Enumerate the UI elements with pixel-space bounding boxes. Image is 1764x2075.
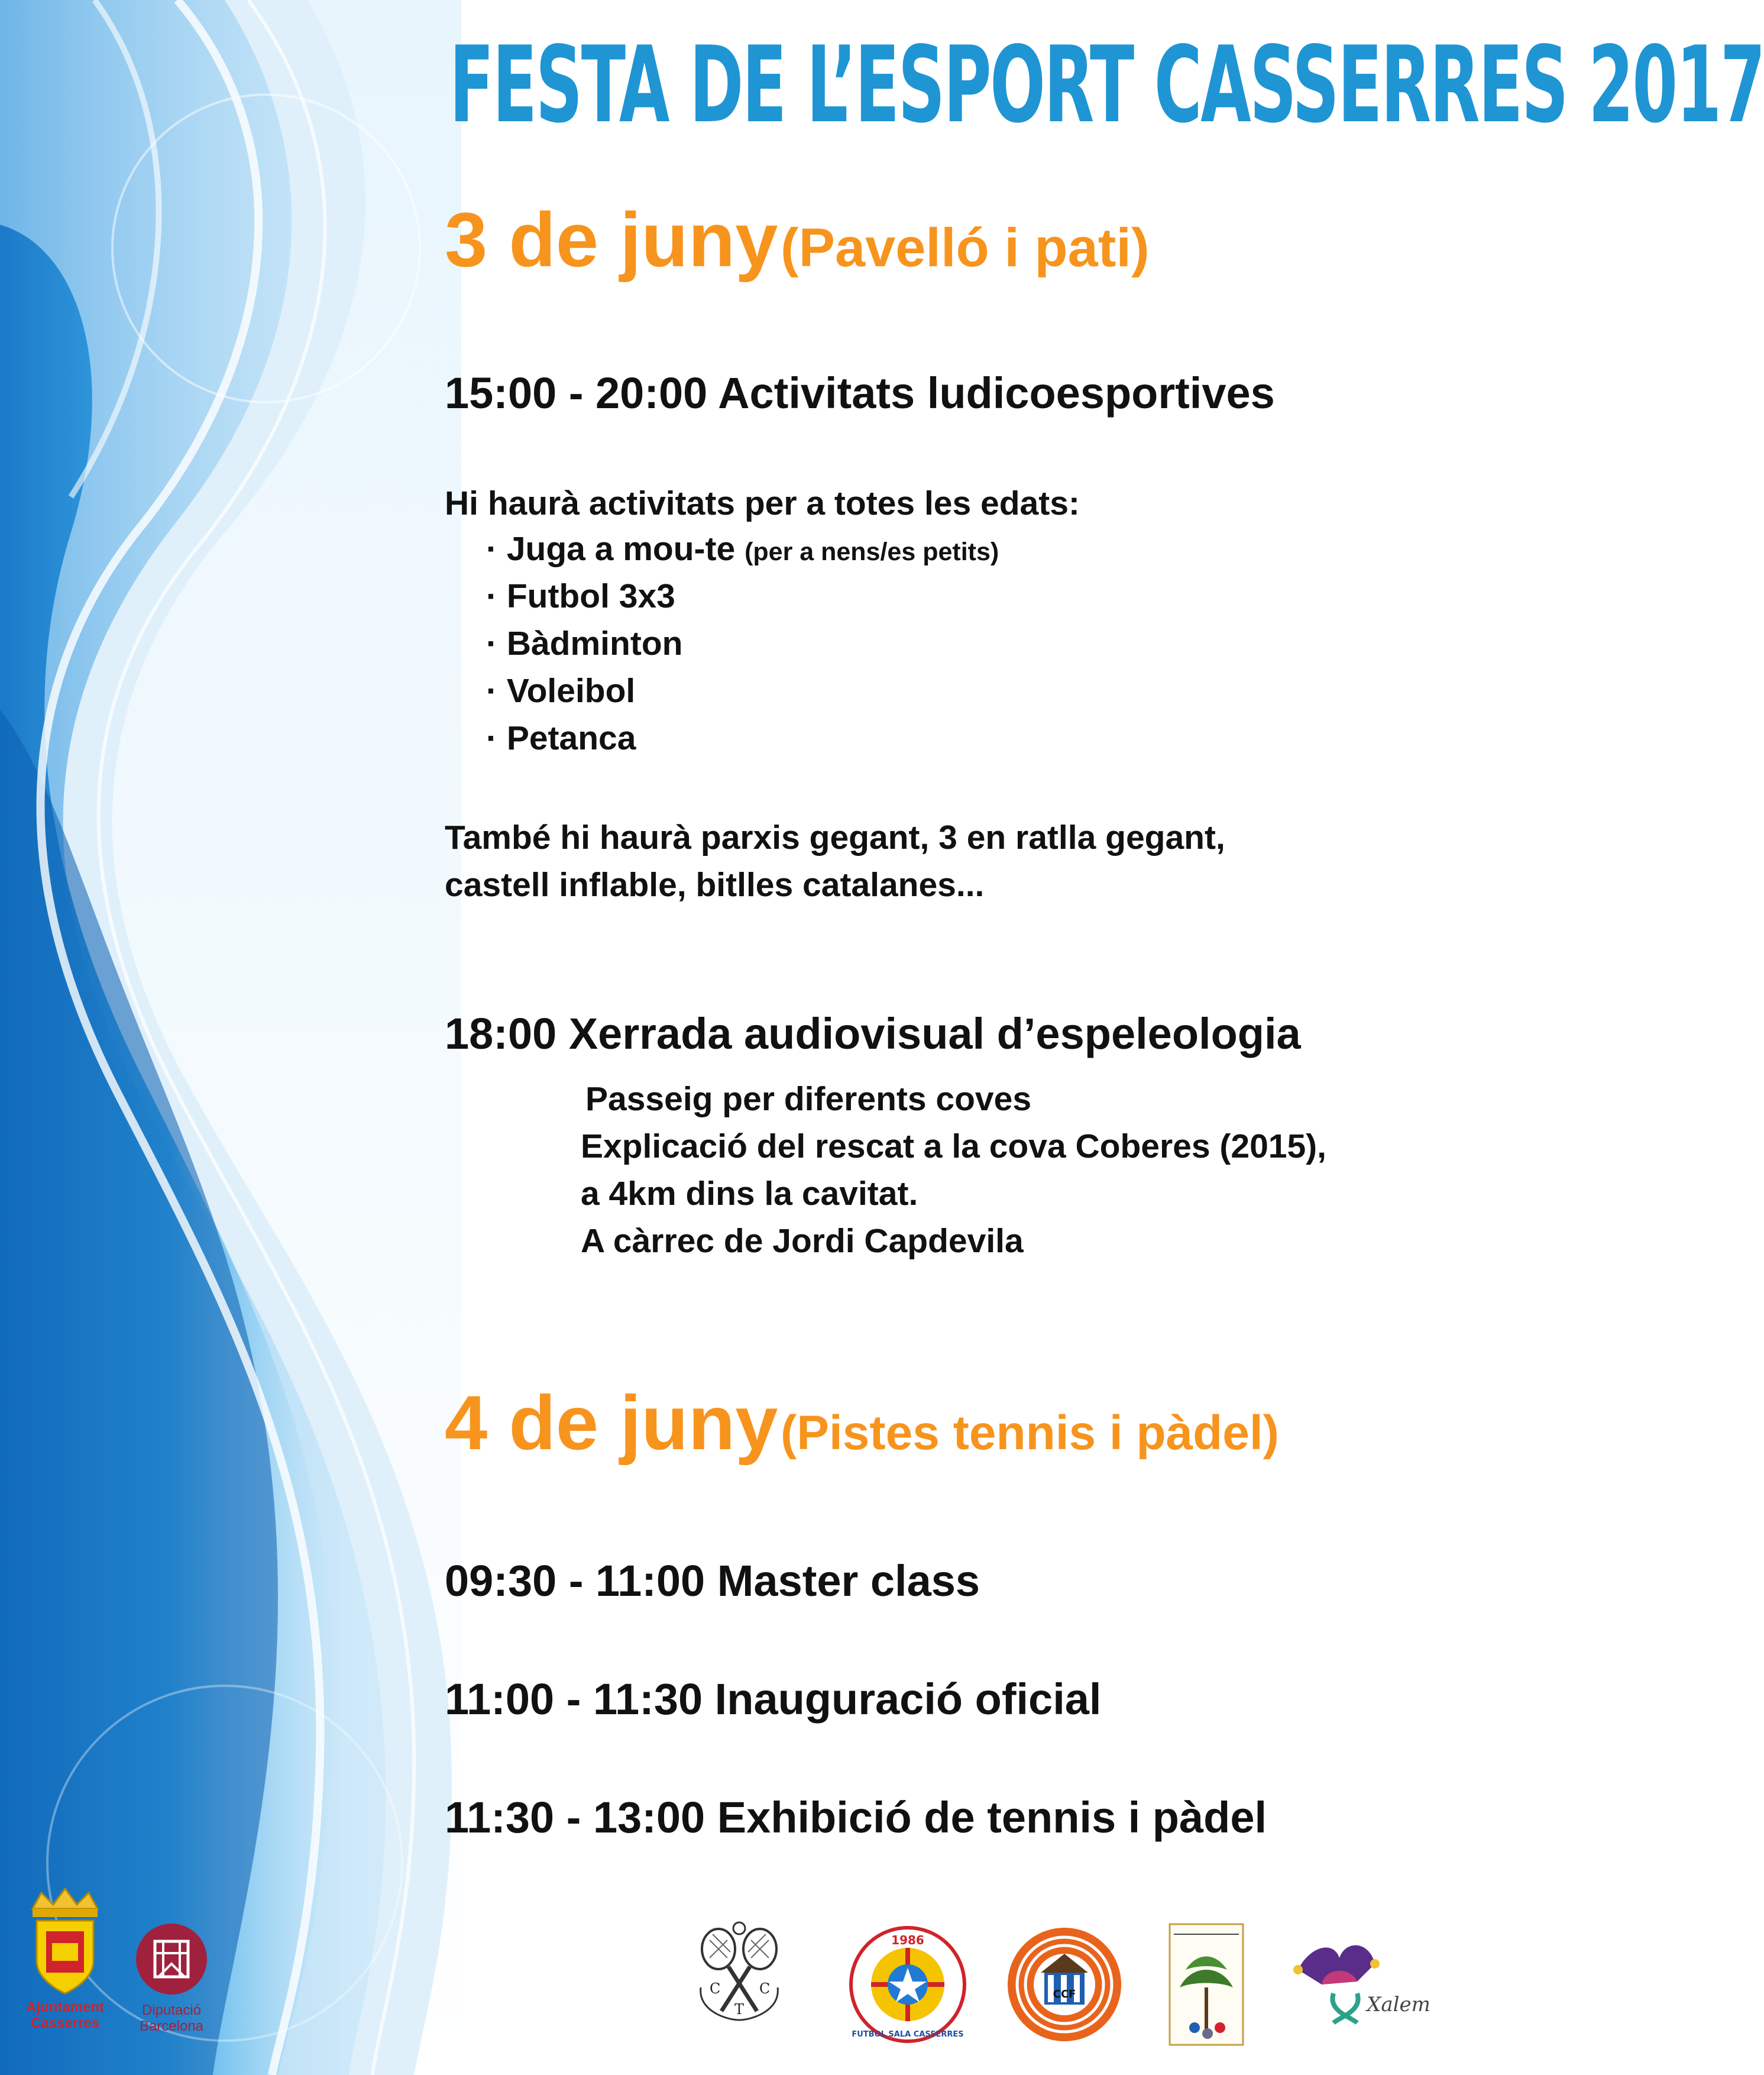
activity-item-note: (per a nens/es petits) <box>745 538 999 566</box>
event-line: 09:30 - 11:00 Master class <box>445 1556 980 1605</box>
activity-item: · Petanca <box>486 719 636 757</box>
event-line: 11:30 - 13:00 Exhibició de tennis i pàdel <box>445 1793 1267 1842</box>
day1-date: 3 de juny <box>445 196 778 283</box>
activity-item <box>486 529 999 568</box>
day2-heading <box>445 1378 1279 1467</box>
activity-item-label: · Juga a mou-te <box>486 530 736 568</box>
activity-item: · Voleibol <box>486 672 636 710</box>
activities-heading: 15:00 - 20:00 Activitats ludicoesportives <box>445 369 1275 418</box>
ajuntament-label: Casserres <box>30 2015 100 2031</box>
talk-detail: A càrrec de Jordi Capdevila <box>581 1222 1024 1260</box>
tennis-club-logo <box>692 1916 786 2023</box>
day1-heading <box>445 195 1150 284</box>
tennis-letter: C <box>710 1980 721 1997</box>
talk-detail: Explicació del rescat a la cova Coberes (2015), <box>581 1127 1326 1165</box>
xalem-logo <box>1286 1934 1428 2029</box>
activities-intro: Hi haurà activitats per a totes les edats: <box>445 484 1080 522</box>
crossed-rackets-icon <box>692 1916 786 2023</box>
tennis-letter: C <box>759 1980 771 1997</box>
extra-activities-line: castell inflable, bitlles catalanes... <box>445 866 985 904</box>
talk-detail: Passeig per diferents coves <box>585 1080 1032 1118</box>
event-line: 11:00 - 11:30 Inauguració oficial <box>445 1675 1102 1724</box>
day2-date: 4 de juny <box>445 1379 778 1466</box>
diputacio-logo <box>124 1922 219 2034</box>
jester-hat-icon <box>1286 1934 1428 2029</box>
tennis-letter: T <box>734 2001 745 2018</box>
ajuntament-logo <box>18 1884 112 2031</box>
futbol-year: 1986 <box>891 1933 924 1947</box>
diputacio-label: Barcelona <box>139 2018 204 2034</box>
diputacio-seal-icon <box>124 1922 219 1999</box>
day1-place: (Pavelló i pati) <box>780 218 1150 278</box>
day2-place: (Pistes tennis i pàdel) <box>780 1406 1279 1460</box>
diputacio-label: Diputació <box>141 2002 202 2018</box>
petanca-club-logo <box>1168 1922 1245 2047</box>
tree-boules-icon <box>1168 1922 1245 2047</box>
activity-item: · Bàdminton <box>486 625 683 662</box>
futbol-text: FUTBOL SALA CASSERRES <box>852 2030 964 2039</box>
activity-item: · Futbol 3x3 <box>486 577 675 615</box>
crown-shield-icon <box>18 1884 112 1996</box>
futbol-sala-logo <box>849 1925 967 2044</box>
xalem-text: Xalem <box>1367 1993 1430 2016</box>
ajuntament-label: Ajuntament <box>26 1999 104 2015</box>
ccf-letters: CCF <box>1053 1988 1076 2000</box>
ccf-badge-icon <box>1005 1925 1124 2044</box>
talk-heading: 18:00 Xerrada audiovisual d’espeleologia <box>445 1009 1301 1058</box>
talk-detail: a 4km dins la cavitat. <box>581 1175 918 1213</box>
futbol-sala-badge-icon <box>849 1925 967 2044</box>
ccf-logo <box>1005 1925 1124 2044</box>
poster-title: FESTA DE L’ESPORT CASSERRES 2017 <box>449 24 1764 146</box>
extra-activities-line: També hi haurà parxis gegant, 3 en ratlla gegant, <box>445 819 1225 856</box>
